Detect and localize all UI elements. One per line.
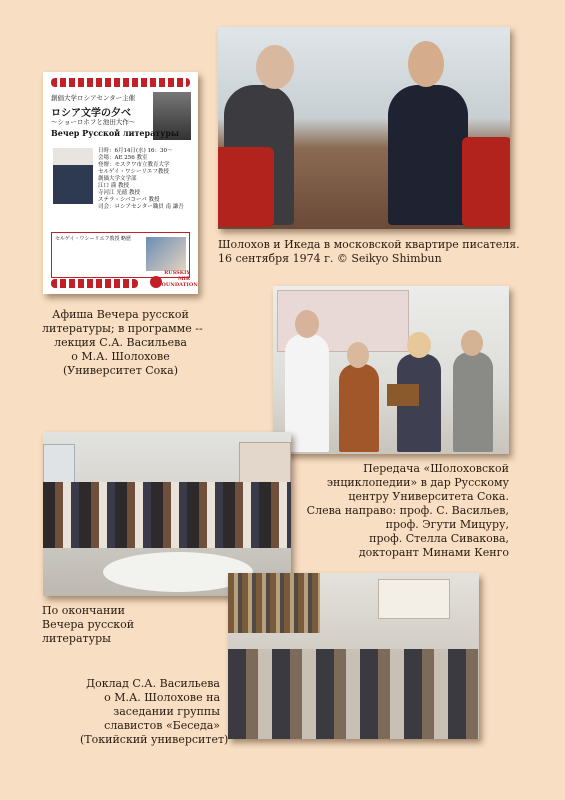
poster-portrait-vasiliev	[53, 148, 93, 204]
event-poster	[43, 72, 198, 294]
poster-bio-photo	[146, 237, 186, 271]
caption-sholokhov-ikeda: Шолохов и Икеда в московской квартире писателя. 16 сентября 1974 г. © Seikyo Shimbun	[218, 238, 520, 265]
photo-encyclopedia-handover	[273, 286, 509, 454]
poster-ornament-top	[51, 78, 190, 87]
poster-bio-box: セルゲイ・ワシーリエフ教授 略歴	[51, 232, 190, 278]
photo-sholokhov-ikeda	[218, 27, 510, 229]
caption-end-of-evening: По окончании Вечера русской литературы	[42, 604, 135, 645]
photo-group-end-of-evening	[43, 432, 291, 596]
poster-logo-text: RUSSKIY MIR FOUNDATION	[158, 270, 198, 288]
poster-title-jp-3: ～ショーロホフと池田大作～	[51, 118, 136, 126]
poster-ornament-bottom	[51, 279, 138, 288]
poster-title-jp-1: 創価大学ロシアセンター主催	[51, 94, 136, 102]
poster-title-ru: Вечер Русской литературы	[51, 128, 179, 138]
caption-seminar: Доклад С.А. Васильева о М.А. Шолохове на заседании группы славистов «Беседа» (Токийский университет)	[80, 677, 229, 746]
poster-title-jp-2: ロシア文学の夕べ	[51, 108, 131, 119]
poster-details: 日時：6月14日(水) 16：30～ 会場：AE 256 教室 登壇：モスクワ市立教育大学 セルゲイ・ワシーリエフ教授 創価大学文学部 江口 満 教授 寺河江 光徳 教授 ステラ・シバコーバ 教授 司会：ロシアセンター職員 南 謙吾	[98, 148, 184, 210]
photo-beseda-seminar	[228, 573, 479, 739]
caption-encyclopedia: Передача «Шолоховской энциклопедии» в дар Русскому центру Университета Сока. Слева направо: проф. С. Васильев, проф. Эгути Мицуру, проф. Стелла Сивакова, докторант Минами Кенго	[306, 462, 509, 559]
caption-poster: Афиша Вечера русской литературы; в программе -- лекция С.А. Васильева о М.А. Шолохове (Университет Сока)	[42, 308, 203, 377]
